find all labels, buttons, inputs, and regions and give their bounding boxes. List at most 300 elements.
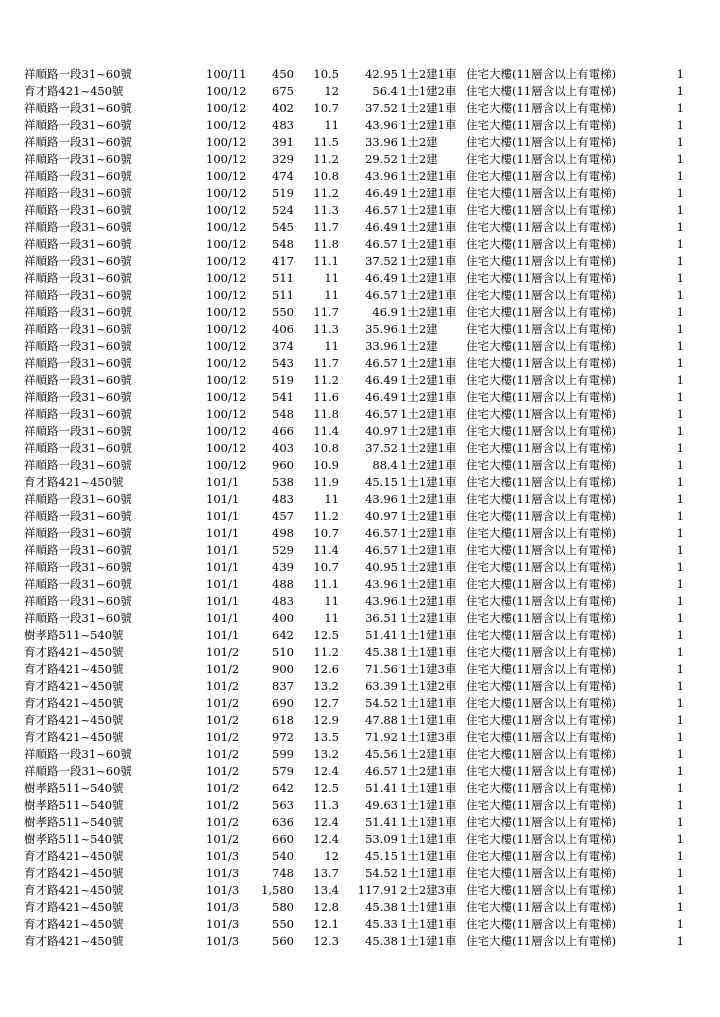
layout-cell: 1土2建1車 <box>400 424 457 438</box>
building-type-cell: 住宅大樓(11層含以上有電梯) <box>466 424 617 438</box>
layout-cell: 1土2建 <box>400 322 438 336</box>
layout-cell: 1土2建1車 <box>400 407 457 421</box>
total-price-cell: 660 <box>272 832 294 846</box>
total-price-cell: 960 <box>272 458 294 472</box>
layout-cell: 1土2建1車 <box>400 203 457 217</box>
building-type-cell: 住宅大樓(11層含以上有電梯) <box>466 152 617 166</box>
unit-price-cell: 11.2 <box>313 186 339 200</box>
layout-cell: 1土2建1車 <box>400 356 457 370</box>
layout-cell: 1土2建1車 <box>400 288 457 302</box>
table-row <box>0 899 720 916</box>
unit-price-cell: 11.8 <box>313 237 339 251</box>
table-row <box>0 916 720 933</box>
count-cell: 1 <box>676 101 684 115</box>
unit-price-cell: 10.8 <box>313 441 339 455</box>
address-cell: 祥順路一段31~60號 <box>24 407 132 421</box>
layout-cell: 2土2建3車 <box>400 883 457 897</box>
date-cell: 101/2 <box>206 798 240 812</box>
area-cell: 40.95 <box>365 560 398 574</box>
area-cell: 42.95 <box>365 67 398 81</box>
count-cell: 1 <box>676 186 684 200</box>
date-cell: 100/12 <box>206 118 247 132</box>
layout-cell: 1土1建2車 <box>400 84 457 98</box>
count-cell: 1 <box>676 441 684 455</box>
count-cell: 1 <box>676 492 684 506</box>
area-cell: 54.52 <box>365 696 398 710</box>
area-cell: 46.9 <box>372 305 398 319</box>
total-price-cell: 538 <box>272 475 294 489</box>
count-cell: 1 <box>676 203 684 217</box>
table-row <box>0 627 720 644</box>
date-cell: 101/2 <box>206 781 240 795</box>
table-row <box>0 287 720 304</box>
layout-cell: 1土2建1車 <box>400 577 457 591</box>
address-cell: 祥順路一段31~60號 <box>24 237 132 251</box>
unit-price-cell: 11.3 <box>313 798 339 812</box>
building-type-cell: 住宅大樓(11層含以上有電梯) <box>466 679 617 693</box>
address-cell: 祥順路一段31~60號 <box>24 577 132 591</box>
address-cell: 祥順路一段31~60號 <box>24 135 132 149</box>
total-price-cell: 511 <box>272 288 294 302</box>
address-cell: 育才路421~450號 <box>24 679 124 693</box>
table-row <box>0 508 720 525</box>
address-cell: 祥順路一段31~60號 <box>24 186 132 200</box>
table-row <box>0 576 720 593</box>
layout-cell: 1土1建1車 <box>400 798 457 812</box>
table-row <box>0 338 720 355</box>
date-cell: 101/2 <box>206 662 240 676</box>
table-row <box>0 610 720 627</box>
area-cell: 49.63 <box>365 798 398 812</box>
total-price-cell: 524 <box>272 203 294 217</box>
date-cell: 101/2 <box>206 815 240 829</box>
building-type-cell: 住宅大樓(11層含以上有電梯) <box>466 747 617 761</box>
unit-price-cell: 11 <box>324 271 339 285</box>
address-cell: 育才路421~450號 <box>24 662 124 676</box>
area-cell: 46.57 <box>365 203 398 217</box>
building-type-cell: 住宅大樓(11層含以上有電梯) <box>466 866 617 880</box>
building-type-cell: 住宅大樓(11層含以上有電梯) <box>466 271 617 285</box>
unit-price-cell: 11.7 <box>313 356 339 370</box>
unit-price-cell: 11 <box>324 118 339 132</box>
count-cell: 1 <box>676 458 684 472</box>
area-cell: 45.38 <box>365 645 398 659</box>
area-cell: 45.38 <box>365 934 398 948</box>
layout-cell: 1土2建1車 <box>400 373 457 387</box>
building-type-cell: 住宅大樓(11層含以上有電梯) <box>466 339 617 353</box>
layout-cell: 1土1建1車 <box>400 934 457 948</box>
total-price-cell: 543 <box>272 356 294 370</box>
count-cell: 1 <box>676 815 684 829</box>
count-cell: 1 <box>676 424 684 438</box>
address-cell: 育才路421~450號 <box>24 84 124 98</box>
table-row <box>0 559 720 576</box>
area-cell: 56.4 <box>372 84 398 98</box>
area-cell: 43.96 <box>365 169 398 183</box>
unit-price-cell: 10.8 <box>313 169 339 183</box>
count-cell: 1 <box>676 645 684 659</box>
area-cell: 45.56 <box>365 747 398 761</box>
building-type-cell: 住宅大樓(11層含以上有電梯) <box>466 730 617 744</box>
total-price-cell: 439 <box>272 560 294 574</box>
table-row <box>0 66 720 83</box>
building-type-cell: 住宅大樓(11層含以上有電梯) <box>466 832 617 846</box>
total-price-cell: 474 <box>272 169 294 183</box>
total-price-cell: 550 <box>272 305 294 319</box>
date-cell: 100/12 <box>206 356 247 370</box>
table-row <box>0 831 720 848</box>
layout-cell: 1土1建1車 <box>400 645 457 659</box>
table-row <box>0 117 720 134</box>
count-cell: 1 <box>676 594 684 608</box>
unit-price-cell: 12 <box>324 849 339 863</box>
table-row <box>0 355 720 372</box>
total-price-cell: 642 <box>272 781 294 795</box>
area-cell: 40.97 <box>365 424 398 438</box>
date-cell: 100/12 <box>206 373 247 387</box>
date-cell: 101/1 <box>206 594 240 608</box>
total-price-cell: 618 <box>272 713 294 727</box>
date-cell: 101/3 <box>206 934 240 948</box>
total-price-cell: 374 <box>272 339 294 353</box>
building-type-cell: 住宅大樓(11層含以上有電梯) <box>466 322 617 336</box>
date-cell: 101/2 <box>206 747 240 761</box>
area-cell: 51.41 <box>365 628 398 642</box>
layout-cell: 1土2建1車 <box>400 271 457 285</box>
layout-cell: 1土1建1車 <box>400 900 457 914</box>
table-row <box>0 644 720 661</box>
unit-price-cell: 11.1 <box>313 254 339 268</box>
address-cell: 祥順路一段31~60號 <box>24 594 132 608</box>
count-cell: 1 <box>676 288 684 302</box>
building-type-cell: 住宅大樓(11層含以上有電梯) <box>466 220 617 234</box>
area-cell: 46.57 <box>365 526 398 540</box>
count-cell: 1 <box>676 135 684 149</box>
total-price-cell: 599 <box>272 747 294 761</box>
layout-cell: 1土2建1車 <box>400 492 457 506</box>
count-cell: 1 <box>676 475 684 489</box>
date-cell: 101/1 <box>206 526 240 540</box>
date-cell: 100/12 <box>206 203 247 217</box>
count-cell: 1 <box>676 169 684 183</box>
count-cell: 1 <box>676 305 684 319</box>
address-cell: 育才路421~450號 <box>24 883 124 897</box>
count-cell: 1 <box>676 526 684 540</box>
address-cell: 育才路421~450號 <box>24 730 124 744</box>
address-cell: 育才路421~450號 <box>24 900 124 914</box>
count-cell: 1 <box>676 764 684 778</box>
table-row <box>0 219 720 236</box>
layout-cell: 1土1建1車 <box>400 713 457 727</box>
date-cell: 100/12 <box>206 322 247 336</box>
layout-cell: 1土2建1車 <box>400 526 457 540</box>
total-price-cell: 450 <box>272 67 294 81</box>
count-cell: 1 <box>676 866 684 880</box>
count-cell: 1 <box>676 934 684 948</box>
area-cell: 40.97 <box>365 509 398 523</box>
table-row <box>0 542 720 559</box>
area-cell: 43.96 <box>365 594 398 608</box>
date-cell: 100/12 <box>206 339 247 353</box>
address-cell: 育才路421~450號 <box>24 849 124 863</box>
table-row <box>0 151 720 168</box>
address-cell: 祥順路一段31~60號 <box>24 373 132 387</box>
building-type-cell: 住宅大樓(11層含以上有電梯) <box>466 883 617 897</box>
total-price-cell: 580 <box>272 900 294 914</box>
count-cell: 1 <box>676 560 684 574</box>
date-cell: 100/12 <box>206 305 247 319</box>
count-cell: 1 <box>676 883 684 897</box>
building-type-cell: 住宅大樓(11層含以上有電梯) <box>466 458 617 472</box>
address-cell: 祥順路一段31~60號 <box>24 322 132 336</box>
layout-cell: 1土2建1車 <box>400 458 457 472</box>
total-price-cell: 579 <box>272 764 294 778</box>
layout-cell: 1土2建1車 <box>400 305 457 319</box>
address-cell: 育才路421~450號 <box>24 475 124 489</box>
table-row <box>0 168 720 185</box>
address-cell: 樹孝路511~540號 <box>24 781 124 795</box>
layout-cell: 1土1建3車 <box>400 730 457 744</box>
address-cell: 育才路421~450號 <box>24 917 124 931</box>
total-price-cell: 972 <box>272 730 294 744</box>
table-row <box>0 882 720 899</box>
address-cell: 祥順路一段31~60號 <box>24 288 132 302</box>
unit-price-cell: 12.4 <box>313 832 339 846</box>
unit-price-cell: 12 <box>324 84 339 98</box>
area-cell: 46.57 <box>365 356 398 370</box>
address-cell: 祥順路一段31~60號 <box>24 441 132 455</box>
table-row <box>0 372 720 389</box>
area-cell: 37.52 <box>365 254 398 268</box>
total-price-cell: 837 <box>272 679 294 693</box>
address-cell: 育才路421~450號 <box>24 645 124 659</box>
count-cell: 1 <box>676 356 684 370</box>
table-row <box>0 865 720 882</box>
table-row <box>0 270 720 287</box>
total-price-cell: 400 <box>272 611 294 625</box>
area-cell: 46.49 <box>365 390 398 404</box>
date-cell: 101/1 <box>206 628 240 642</box>
unit-price-cell: 10.7 <box>313 526 339 540</box>
unit-price-cell: 11 <box>324 611 339 625</box>
count-cell: 1 <box>676 118 684 132</box>
layout-cell: 1土1建1車 <box>400 832 457 846</box>
address-cell: 祥順路一段31~60號 <box>24 220 132 234</box>
table-row <box>0 134 720 151</box>
layout-cell: 1土1建2車 <box>400 679 457 693</box>
address-cell: 祥順路一段31~60號 <box>24 509 132 523</box>
transaction-table <box>0 66 720 950</box>
table-row <box>0 474 720 491</box>
area-cell: 46.57 <box>365 237 398 251</box>
building-type-cell: 住宅大樓(11層含以上有電梯) <box>466 390 617 404</box>
table-row <box>0 253 720 270</box>
area-cell: 45.33 <box>365 917 398 931</box>
address-cell: 祥順路一段31~60號 <box>24 101 132 115</box>
count-cell: 1 <box>676 543 684 557</box>
unit-price-cell: 12.4 <box>313 764 339 778</box>
area-cell: 46.49 <box>365 220 398 234</box>
layout-cell: 1土1建1車 <box>400 849 457 863</box>
layout-cell: 1土2建1車 <box>400 543 457 557</box>
area-cell: 36.51 <box>365 611 398 625</box>
date-cell: 101/1 <box>206 475 240 489</box>
count-cell: 1 <box>676 917 684 931</box>
total-price-cell: 519 <box>272 186 294 200</box>
unit-price-cell: 11.2 <box>313 645 339 659</box>
date-cell: 100/12 <box>206 135 247 149</box>
area-cell: 117.91 <box>357 883 398 897</box>
total-price-cell: 403 <box>272 441 294 455</box>
unit-price-cell: 11.4 <box>313 543 339 557</box>
area-cell: 51.41 <box>365 815 398 829</box>
address-cell: 樹孝路511~540號 <box>24 798 124 812</box>
table-row <box>0 389 720 406</box>
layout-cell: 1土2建1車 <box>400 220 457 234</box>
date-cell: 100/12 <box>206 237 247 251</box>
unit-price-cell: 11.9 <box>313 475 339 489</box>
date-cell: 100/12 <box>206 424 247 438</box>
count-cell: 1 <box>676 509 684 523</box>
date-cell: 100/12 <box>206 186 247 200</box>
date-cell: 101/1 <box>206 560 240 574</box>
date-cell: 100/12 <box>206 101 247 115</box>
total-price-cell: 529 <box>272 543 294 557</box>
unit-price-cell: 12.7 <box>313 696 339 710</box>
total-price-cell: 563 <box>272 798 294 812</box>
building-type-cell: 住宅大樓(11層含以上有電梯) <box>466 628 617 642</box>
unit-price-cell: 11.2 <box>313 152 339 166</box>
total-price-cell: 1,580 <box>261 883 294 897</box>
layout-cell: 1土1建1車 <box>400 628 457 642</box>
total-price-cell: 483 <box>272 594 294 608</box>
count-cell: 1 <box>676 696 684 710</box>
table-row <box>0 100 720 117</box>
unit-price-cell: 12.5 <box>313 781 339 795</box>
table-row <box>0 695 720 712</box>
layout-cell: 1土1建1車 <box>400 917 457 931</box>
address-cell: 祥順路一段31~60號 <box>24 458 132 472</box>
total-price-cell: 488 <box>272 577 294 591</box>
building-type-cell: 住宅大樓(11層含以上有電梯) <box>466 934 617 948</box>
building-type-cell: 住宅大樓(11層含以上有電梯) <box>466 645 617 659</box>
table-row <box>0 712 720 729</box>
area-cell: 45.15 <box>365 849 398 863</box>
count-cell: 1 <box>676 577 684 591</box>
table-row <box>0 457 720 474</box>
count-cell: 1 <box>676 390 684 404</box>
layout-cell: 1土1建1車 <box>400 815 457 829</box>
date-cell: 101/2 <box>206 832 240 846</box>
building-type-cell: 住宅大樓(11層含以上有電梯) <box>466 509 617 523</box>
layout-cell: 1土2建 <box>400 339 438 353</box>
address-cell: 祥順路一段31~60號 <box>24 747 132 761</box>
date-cell: 100/12 <box>206 152 247 166</box>
total-price-cell: 519 <box>272 373 294 387</box>
building-type-cell: 住宅大樓(11層含以上有電梯) <box>466 849 617 863</box>
building-type-cell: 住宅大樓(11層含以上有電梯) <box>466 84 617 98</box>
total-price-cell: 548 <box>272 237 294 251</box>
unit-price-cell: 11.3 <box>313 203 339 217</box>
area-cell: 88.4 <box>372 458 398 472</box>
count-cell: 1 <box>676 339 684 353</box>
building-type-cell: 住宅大樓(11層含以上有電梯) <box>466 662 617 676</box>
building-type-cell: 住宅大樓(11層含以上有電梯) <box>466 900 617 914</box>
count-cell: 1 <box>676 84 684 98</box>
unit-price-cell: 10.7 <box>313 101 339 115</box>
area-cell: 43.96 <box>365 492 398 506</box>
address-cell: 祥順路一段31~60號 <box>24 67 132 81</box>
layout-cell: 1土1建1車 <box>400 475 457 489</box>
total-price-cell: 466 <box>272 424 294 438</box>
layout-cell: 1土2建1車 <box>400 186 457 200</box>
building-type-cell: 住宅大樓(11層含以上有電梯) <box>466 611 617 625</box>
address-cell: 祥順路一段31~60號 <box>24 169 132 183</box>
building-type-cell: 住宅大樓(11層含以上有電梯) <box>466 169 617 183</box>
layout-cell: 1土2建1車 <box>400 509 457 523</box>
table-row <box>0 593 720 610</box>
area-cell: 46.57 <box>365 543 398 557</box>
table-row <box>0 304 720 321</box>
address-cell: 祥順路一段31~60號 <box>24 118 132 132</box>
building-type-cell: 住宅大樓(11層含以上有電梯) <box>466 67 617 81</box>
date-cell: 100/11 <box>206 67 247 81</box>
building-type-cell: 住宅大樓(11層含以上有電梯) <box>466 305 617 319</box>
area-cell: 37.52 <box>365 101 398 115</box>
layout-cell: 1土2建1車 <box>400 67 457 81</box>
count-cell: 1 <box>676 67 684 81</box>
building-type-cell: 住宅大樓(11層含以上有電梯) <box>466 594 617 608</box>
layout-cell: 1土2建1車 <box>400 390 457 404</box>
total-price-cell: 510 <box>272 645 294 659</box>
address-cell: 祥順路一段31~60號 <box>24 271 132 285</box>
building-type-cell: 住宅大樓(11層含以上有電梯) <box>466 696 617 710</box>
count-cell: 1 <box>676 849 684 863</box>
area-cell: 33.96 <box>365 135 398 149</box>
table-row <box>0 491 720 508</box>
total-price-cell: 690 <box>272 696 294 710</box>
date-cell: 101/3 <box>206 883 240 897</box>
total-price-cell: 329 <box>272 152 294 166</box>
address-cell: 樹孝路511~540號 <box>24 628 124 642</box>
unit-price-cell: 11.3 <box>313 322 339 336</box>
count-cell: 1 <box>676 832 684 846</box>
count-cell: 1 <box>676 679 684 693</box>
total-price-cell: 900 <box>272 662 294 676</box>
unit-price-cell: 11.8 <box>313 407 339 421</box>
area-cell: 63.39 <box>365 679 398 693</box>
total-price-cell: 457 <box>272 509 294 523</box>
date-cell: 101/2 <box>206 696 240 710</box>
address-cell: 祥順路一段31~60號 <box>24 203 132 217</box>
table-row <box>0 661 720 678</box>
total-price-cell: 483 <box>272 118 294 132</box>
table-row <box>0 780 720 797</box>
building-type-cell: 住宅大樓(11層含以上有電梯) <box>466 407 617 421</box>
table-row <box>0 440 720 457</box>
unit-price-cell: 10.9 <box>313 458 339 472</box>
unit-price-cell: 11 <box>324 594 339 608</box>
date-cell: 101/2 <box>206 713 240 727</box>
unit-price-cell: 11 <box>324 339 339 353</box>
table-row <box>0 525 720 542</box>
area-cell: 37.52 <box>365 441 398 455</box>
total-price-cell: 511 <box>272 271 294 285</box>
building-type-cell: 住宅大樓(11層含以上有電梯) <box>466 288 617 302</box>
address-cell: 育才路421~450號 <box>24 866 124 880</box>
area-cell: 33.96 <box>365 339 398 353</box>
area-cell: 43.96 <box>365 577 398 591</box>
